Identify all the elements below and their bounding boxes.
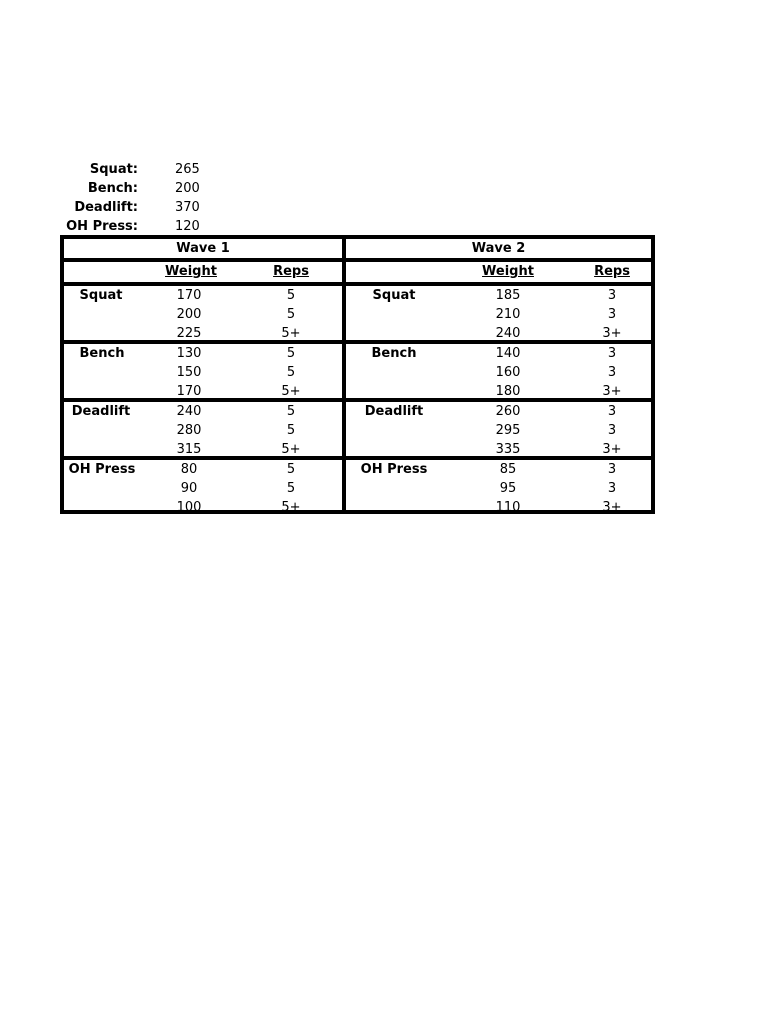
- reps-cell: 3: [607, 481, 617, 496]
- table-row: [64, 402, 342, 421]
- reps-cell: 3: [607, 365, 617, 380]
- wave-2-column-headers: [346, 262, 651, 286]
- weight-cell: 80: [180, 462, 198, 477]
- table-row: [64, 460, 342, 479]
- reps-cell: 5: [286, 481, 296, 496]
- reps-cell: 5+: [281, 384, 301, 399]
- reps-column-header: Reps: [594, 264, 630, 279]
- table-row: [346, 324, 651, 343]
- max-row-oh-press: [60, 217, 220, 236]
- weight-column-header: Weight: [482, 264, 534, 279]
- max-label: Squat:: [89, 162, 138, 177]
- weight-column-header: Weight: [165, 264, 217, 279]
- weight-cell: 85: [499, 462, 517, 477]
- lift-name: Squat: [372, 288, 416, 303]
- wave-1-title: Wave 1: [64, 239, 342, 262]
- table-row: [346, 305, 651, 324]
- wave-2-bench-block: [346, 344, 651, 402]
- max-value: 120: [175, 219, 200, 234]
- max-value: 265: [175, 162, 200, 177]
- weight-cell: 150: [176, 365, 202, 380]
- max-label: Deadlift:: [74, 200, 138, 215]
- max-value: 370: [175, 200, 200, 215]
- reps-cell: 3+: [602, 500, 622, 515]
- lift-name: Squat: [79, 288, 123, 303]
- weight-cell: 240: [495, 326, 521, 341]
- table-row: [64, 286, 342, 305]
- weight-cell: 225: [176, 326, 202, 341]
- reps-cell: 5+: [281, 326, 301, 341]
- reps-cell: 3: [607, 288, 617, 303]
- wave-2-deadlift-block: [346, 402, 651, 460]
- weight-cell: 260: [495, 404, 521, 419]
- table-row: [64, 382, 342, 401]
- wave-1-bench-block: [64, 344, 342, 402]
- weight-cell: 210: [495, 307, 521, 322]
- wave-1-squat-block: [64, 286, 342, 344]
- weight-cell: 315: [176, 442, 202, 457]
- weight-cell: 160: [495, 365, 521, 380]
- weight-cell: 295: [495, 423, 521, 438]
- wave-1-table: [60, 235, 346, 514]
- wave-2-title: Wave 2: [346, 239, 651, 262]
- weight-cell: 140: [495, 346, 521, 361]
- table-row: [64, 479, 342, 498]
- lift-name: Bench: [79, 346, 125, 361]
- lift-name: OH Press: [360, 462, 428, 477]
- reps-cell: 5: [286, 423, 296, 438]
- table-row: [64, 498, 342, 517]
- max-row-bench: [60, 179, 220, 198]
- table-row: [346, 479, 651, 498]
- reps-cell: 3: [607, 307, 617, 322]
- weight-cell: 180: [495, 384, 521, 399]
- max-row-deadlift: [60, 198, 220, 217]
- table-row: [346, 344, 651, 363]
- weight-cell: 170: [176, 384, 202, 399]
- table-row: [346, 421, 651, 440]
- wave-2-table: [342, 235, 655, 514]
- reps-cell: 5+: [281, 442, 301, 457]
- reps-cell: 3: [607, 404, 617, 419]
- table-row: [64, 440, 342, 459]
- table-row: [346, 402, 651, 421]
- wave-2-oh-press-block: [346, 460, 651, 514]
- table-row: [346, 440, 651, 459]
- weight-cell: 90: [180, 481, 198, 496]
- max-label: Bench:: [87, 181, 138, 196]
- max-label: OH Press:: [66, 219, 138, 234]
- weight-cell: 185: [495, 288, 521, 303]
- table-row: [64, 324, 342, 343]
- table-row: [346, 382, 651, 401]
- reps-cell: 3: [607, 462, 617, 477]
- weight-cell: 95: [499, 481, 517, 496]
- wave-1-column-headers: [64, 262, 342, 286]
- table-row: [346, 498, 651, 517]
- wave-2-squat-block: [346, 286, 651, 344]
- reps-column-header: Reps: [273, 264, 309, 279]
- reps-cell: 5: [286, 365, 296, 380]
- wave-1-deadlift-block: [64, 402, 342, 460]
- max-value: 200: [175, 181, 200, 196]
- table-row: [346, 460, 651, 479]
- table-row: [64, 305, 342, 324]
- table-row: [64, 421, 342, 440]
- weight-cell: 240: [176, 404, 202, 419]
- reps-cell: 5+: [281, 500, 301, 515]
- weight-cell: 130: [176, 346, 202, 361]
- reps-cell: 5: [286, 288, 296, 303]
- reps-cell: 3: [607, 346, 617, 361]
- weight-cell: 200: [176, 307, 202, 322]
- reps-cell: 5: [286, 307, 296, 322]
- reps-cell: 5: [286, 346, 296, 361]
- reps-cell: 3+: [602, 442, 622, 457]
- reps-cell: 5: [286, 404, 296, 419]
- training-max-list: [60, 160, 220, 236]
- max-row-squat: [60, 160, 220, 179]
- weight-cell: 110: [495, 500, 521, 515]
- weight-cell: 280: [176, 423, 202, 438]
- weight-cell: 335: [495, 442, 521, 457]
- lift-name: Deadlift: [364, 404, 424, 419]
- table-row: [346, 363, 651, 382]
- table-row: [346, 286, 651, 305]
- reps-cell: 3+: [602, 326, 622, 341]
- lift-name: OH Press: [68, 462, 136, 477]
- lift-name: Bench: [371, 346, 417, 361]
- wave-1-oh-press-block: [64, 460, 342, 514]
- reps-cell: 5: [286, 462, 296, 477]
- reps-cell: 3: [607, 423, 617, 438]
- weight-cell: 100: [176, 500, 202, 515]
- table-row: [64, 344, 342, 363]
- lift-name: Deadlift: [71, 404, 131, 419]
- weight-cell: 170: [176, 288, 202, 303]
- reps-cell: 3+: [602, 384, 622, 399]
- table-row: [64, 363, 342, 382]
